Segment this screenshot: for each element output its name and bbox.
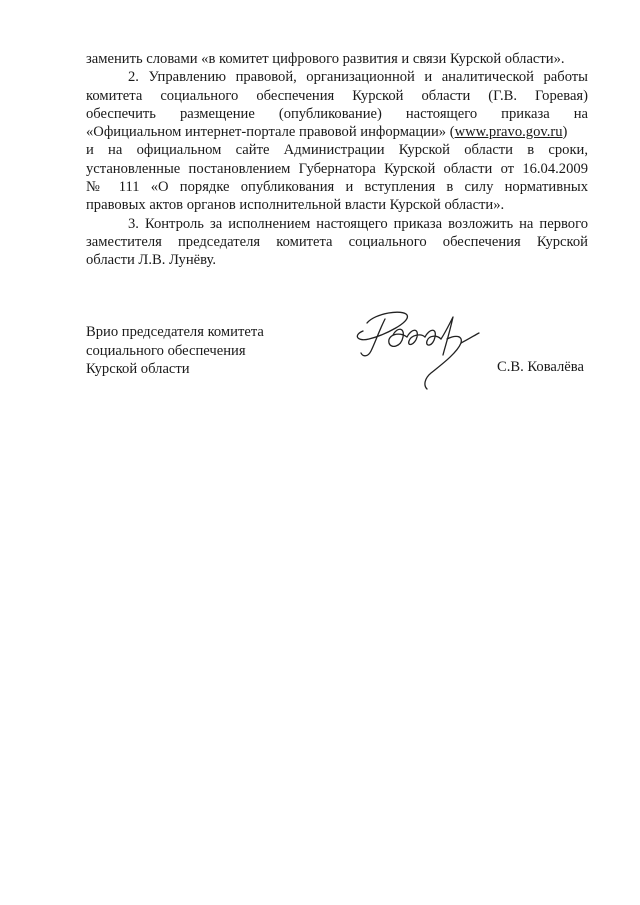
text-line: заместителя председателя комитета социального обеспечения Курской: [86, 233, 588, 250]
text-line: обеспечить размещение (опубликование) настоящего приказа на: [86, 105, 588, 122]
text-line: области Л.В. Лунёву.: [86, 252, 217, 269]
signatory-title: [86, 323, 264, 379]
text-line: и на официальном сайте Администрации Курской области в сроки,: [86, 142, 588, 159]
text-fragment: «Официальном интернет-портале правовой информации» (: [86, 124, 455, 141]
paragraph-2-line-1: 2. Управлению правовой, организационной и аналитической работы: [128, 69, 588, 86]
text-line: установленные постановлением Губернатора Курской области от 16.04.2009: [86, 160, 588, 177]
text-line: № 111 «О порядке опубликования и вступления в силу нормативных: [86, 179, 588, 196]
text-line: правовых актов органов исполнительной власти Курской области».: [86, 197, 505, 214]
text-line-with-url: [86, 123, 588, 141]
handwritten-signature: [345, 305, 485, 400]
text-fragment: ): [562, 124, 568, 141]
text-line: комитета социального обеспечения Курской области (Г.В. Горевая): [86, 87, 588, 104]
signatory-title-line: социального обеспечения: [86, 342, 246, 359]
pravo-url-link[interactable]: www.pravo.gov.ru: [454, 124, 563, 141]
signatory-name: С.В. Ковалёва: [497, 359, 584, 375]
paragraph-3-line-1: 3. Контроль за исполнением настоящего приказа возложить на первого: [128, 215, 588, 232]
signatory-title-line: Врио председателя комитета: [86, 324, 264, 340]
document-body: [86, 50, 588, 270]
text-line: заменить словами «в комитет цифрового развития и связи Курской области».: [86, 51, 565, 67]
signatory-title-line: Курской области: [86, 361, 190, 377]
